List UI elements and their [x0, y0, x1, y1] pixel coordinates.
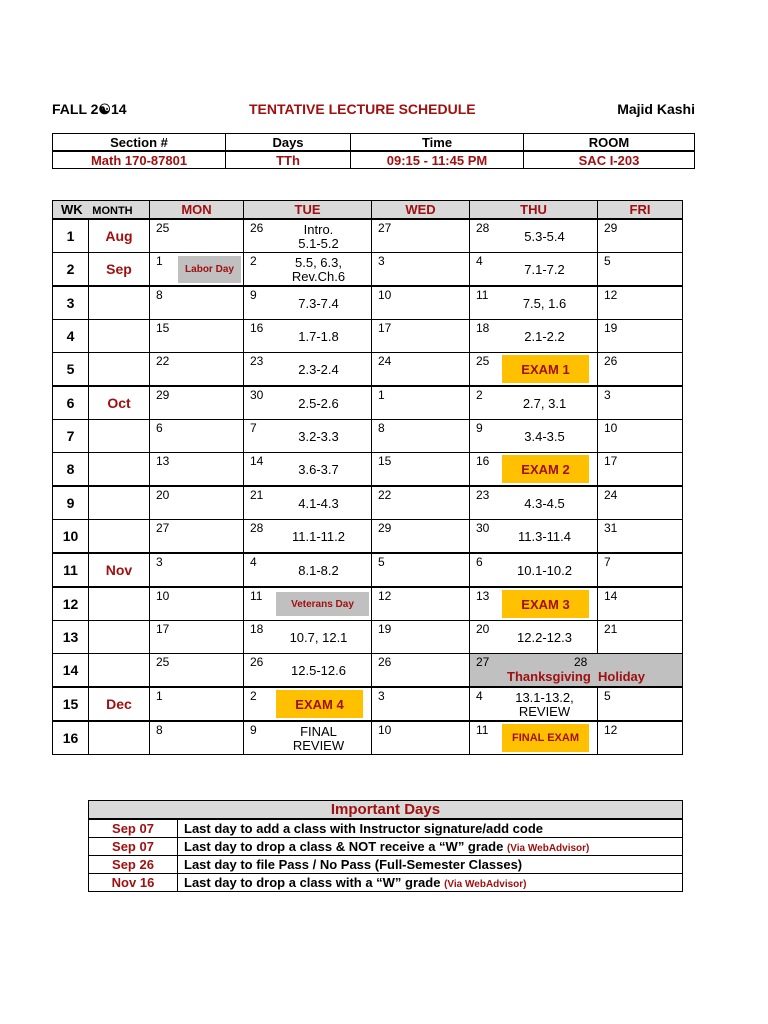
mon-cell [150, 486, 244, 520]
week-row [53, 353, 683, 387]
week-number: 13 [53, 621, 89, 654]
thu-cell [470, 553, 598, 587]
fri-cell [598, 453, 683, 487]
fri-cell [598, 219, 683, 253]
day-number: 10 [604, 421, 618, 435]
exam-badge: EXAM 2 [502, 455, 589, 483]
day-number: 27 [156, 521, 170, 535]
day-number: 16 [476, 454, 490, 468]
section-value: Math 170-87801 [53, 151, 226, 169]
thu-cell [470, 353, 598, 387]
tue-cell [244, 654, 372, 688]
fri-cell [598, 420, 683, 453]
week-number: 8 [53, 453, 89, 487]
day-number: 26 [604, 354, 618, 368]
day-number: 31 [604, 521, 618, 535]
day-number: 5 [378, 555, 385, 569]
day-number: 21 [604, 622, 618, 636]
day-number: 1 [156, 689, 163, 703]
exam-badge: EXAM 1 [502, 355, 589, 383]
lecture-topic: 4.3-4.5 [524, 496, 565, 511]
month-label [89, 420, 150, 453]
lecture-topic: 3.6-3.7 [298, 462, 339, 477]
mon-cell [150, 253, 244, 287]
day-number: 26 [250, 221, 264, 235]
day-number: 9 [250, 288, 257, 302]
term-label: FALL 2☯14 [52, 101, 127, 117]
week-number: 15 [53, 687, 89, 721]
fri-cell [598, 320, 683, 353]
day-number: 29 [156, 388, 170, 402]
day-number: 20 [156, 488, 170, 502]
day-number: 29 [378, 521, 392, 535]
fri-cell [598, 621, 683, 654]
lecture-topic: 7.3-7.4 [298, 296, 339, 311]
wed-cell [372, 286, 470, 320]
schedule-title: TENTATIVE LECTURE SCHEDULE [249, 101, 476, 117]
fri-cell [598, 386, 683, 420]
day-number: 21 [250, 488, 264, 502]
fri-header: FRI [598, 201, 683, 220]
lecture-topic: 7.1-7.2 [524, 262, 565, 277]
tue-cell [244, 286, 372, 320]
month-label [89, 520, 150, 554]
week-number: 1 [53, 219, 89, 253]
thu-cell [470, 219, 598, 253]
important-date: Sep 26 [89, 856, 178, 874]
tue-cell [244, 520, 372, 554]
day-number: 10 [378, 288, 392, 302]
lecture-topic: 11.1-11.2 [291, 529, 345, 544]
fri-cell [598, 553, 683, 587]
day-number: 22 [156, 354, 170, 368]
mon-cell [150, 587, 244, 621]
month-label: Dec [89, 687, 150, 721]
week-number: 16 [53, 721, 89, 755]
fri-cell [598, 520, 683, 554]
day-number: 12 [378, 589, 392, 603]
wed-cell [372, 420, 470, 453]
wed-cell [372, 654, 470, 688]
week-row [53, 386, 683, 420]
lecture-topic: 10.7, 12.1 [289, 630, 348, 645]
section-header-row [53, 134, 695, 152]
fri-cell [598, 721, 683, 755]
month-label [89, 353, 150, 387]
important-desc: Last day to file Pass / No Pass (Full-Semester Classes) [184, 857, 523, 872]
time-value: 09:15 - 11:45 PM [351, 151, 524, 169]
day-number: 17 [156, 622, 170, 636]
week-row [53, 253, 683, 287]
tue-cell [244, 621, 372, 654]
tue-cell [244, 386, 372, 420]
month-label [89, 621, 150, 654]
day-number: 22 [378, 488, 392, 502]
month-header: MONTH [92, 205, 133, 217]
holiday-badge: Labor Day [178, 256, 241, 283]
day-number: 10 [378, 723, 392, 737]
week-row [53, 420, 683, 453]
day-number: 19 [604, 321, 618, 335]
day-number: 11 [476, 723, 489, 737]
week-row [53, 520, 683, 554]
month-label [89, 654, 150, 688]
lecture-topic: 12.2-12.3 [517, 630, 572, 645]
important-date: Sep 07 [89, 838, 178, 856]
week-row [53, 320, 683, 353]
day-number: 29 [604, 221, 618, 235]
day-number: 24 [378, 354, 392, 368]
day-number: 2 [476, 388, 483, 402]
day-number: 18 [250, 622, 264, 636]
day-number: 16 [250, 321, 264, 335]
fri-cell [598, 687, 683, 721]
mon-cell [150, 621, 244, 654]
fri-cell [598, 486, 683, 520]
important-day-row [89, 856, 683, 874]
day-number: 27 [476, 655, 490, 669]
mon-cell [150, 654, 244, 688]
month-label: Aug [89, 219, 150, 253]
week-number: 11 [53, 553, 89, 587]
wed-cell [372, 687, 470, 721]
wed-cell [372, 486, 470, 520]
month-label [89, 486, 150, 520]
thu-cell [470, 453, 598, 487]
day-number: 13 [476, 589, 490, 603]
day-number: 9 [250, 723, 257, 737]
week-number: 6 [53, 386, 89, 420]
lecture-topic: 5.3-5.4 [524, 229, 565, 244]
lecture-topic: 2.3-2.4 [298, 362, 339, 377]
day-number: 8 [378, 421, 385, 435]
day-number: 1 [156, 254, 163, 268]
tue-cell [244, 453, 372, 487]
wed-cell [372, 453, 470, 487]
day-number: 3 [156, 555, 163, 569]
tue-cell [244, 687, 372, 721]
day-number: 1 [378, 388, 385, 402]
week-number: 9 [53, 486, 89, 520]
week-row [53, 219, 683, 253]
day-number: 20 [476, 622, 490, 636]
thu-cell [470, 253, 598, 287]
day-number: 2 [250, 689, 257, 703]
day-number: 13 [156, 454, 170, 468]
lecture-topic: 3.4-3.5 [524, 429, 565, 444]
day-number: 2 [250, 254, 257, 268]
exam-badge: EXAM 3 [502, 590, 589, 618]
wed-cell [372, 353, 470, 387]
day-number: 11 [250, 589, 263, 603]
week-number: 7 [53, 420, 89, 453]
mon-cell [150, 520, 244, 554]
tue-cell [244, 553, 372, 587]
wed-cell [372, 721, 470, 755]
day-number: 25 [156, 221, 170, 235]
day-number: 6 [156, 421, 163, 435]
thu-cell [470, 687, 598, 721]
thu-cell [470, 587, 598, 621]
week-number: 4 [53, 320, 89, 353]
lecture-topic: 8.1-8.2 [298, 563, 339, 578]
days-header: Days [226, 134, 351, 152]
thu-header: THU [470, 201, 598, 220]
wed-cell [372, 386, 470, 420]
mon-cell [150, 386, 244, 420]
fri-cell [598, 587, 683, 621]
wed-cell [372, 320, 470, 353]
lecture-topic: 13.1-13.2, REVIEW [515, 690, 574, 719]
mon-cell [150, 320, 244, 353]
lecture-topic: 2.7, 3.1 [522, 396, 567, 411]
week-number: 3 [53, 286, 89, 320]
thu-cell [470, 520, 598, 554]
tue-cell [244, 721, 372, 755]
wed-cell [372, 520, 470, 554]
lecture-topic: 2.1-2.2 [524, 329, 565, 344]
days-value: TTh [226, 151, 351, 169]
week-row [53, 553, 683, 587]
week-row [53, 654, 683, 688]
important-desc-cell [178, 838, 683, 856]
tue-cell [244, 420, 372, 453]
week-row [53, 687, 683, 721]
important-days-title: Important Days [89, 801, 683, 820]
day-number: 24 [604, 488, 618, 502]
important-day-row [89, 838, 683, 856]
week-number: 14 [53, 654, 89, 688]
day-number: 12 [604, 288, 618, 302]
day-number: 17 [378, 321, 392, 335]
day-number: 28 [476, 221, 490, 235]
lecture-topic: 1.7-1.8 [298, 329, 339, 344]
week-number: 10 [53, 520, 89, 554]
day-number: 30 [476, 521, 490, 535]
lecture-topic: 2.5-2.6 [298, 396, 339, 411]
month-label [89, 721, 150, 755]
holiday-label: Thanksgiving Holiday [507, 669, 645, 684]
day-number: 23 [476, 488, 490, 502]
lecture-topic: 12.5-12.6 [291, 663, 346, 678]
day-number: 9 [476, 421, 483, 435]
important-date: Sep 07 [89, 819, 178, 838]
exam-badge: EXAM 4 [276, 690, 363, 718]
wed-cell [372, 621, 470, 654]
important-day-row [89, 874, 683, 892]
instructor-name: Majid Kashi [617, 101, 695, 117]
day-number: 4 [476, 689, 483, 703]
week-row [53, 286, 683, 320]
tue-cell [244, 219, 372, 253]
calendar-header-row [53, 201, 683, 220]
lecture-topic: 3.2-3.3 [298, 429, 339, 444]
day-number: 18 [476, 321, 490, 335]
tue-cell [244, 353, 372, 387]
week-row [53, 587, 683, 621]
lecture-topic: Intro. 5.1-5.2 [298, 222, 339, 251]
day-number: 7 [604, 555, 611, 569]
thu-cell [470, 420, 598, 453]
wed-header: WED [372, 201, 470, 220]
day-number: 3 [604, 388, 611, 402]
important-desc-cell [178, 856, 683, 874]
month-label [89, 320, 150, 353]
week-number: 2 [53, 253, 89, 287]
mon-cell [150, 553, 244, 587]
important-desc: Last day to add a class with Instructor signature/add code [184, 821, 544, 836]
tue-header: TUE [244, 201, 372, 220]
week-number: 12 [53, 587, 89, 621]
thu-cell [470, 320, 598, 353]
week-row [53, 453, 683, 487]
day-number: 4 [476, 254, 483, 268]
lecture-topic: 5.5, 6.3, Rev.Ch.6 [291, 255, 346, 284]
room-header: ROOM [524, 134, 695, 152]
wk-month-header [53, 201, 150, 220]
day-number: 26 [378, 655, 392, 669]
lecture-topic: 7.5, 1.6 [522, 296, 567, 311]
month-label: Nov [89, 553, 150, 587]
fri-cell [598, 253, 683, 287]
mon-header: MON [150, 201, 244, 220]
day-number: 7 [250, 421, 257, 435]
lecture-topic: FINAL REVIEW [292, 724, 345, 753]
day-number: 8 [156, 723, 163, 737]
month-label [89, 453, 150, 487]
day-number: 25 [476, 354, 490, 368]
week-number: 5 [53, 353, 89, 387]
important-desc-cell [178, 819, 683, 838]
mon-cell [150, 286, 244, 320]
section-value-row [53, 151, 695, 169]
mon-cell [150, 721, 244, 755]
via-webadvisor-note: (Via WebAdvisor) [444, 879, 527, 890]
day-number: 19 [378, 622, 392, 636]
day-number: 5 [604, 254, 611, 268]
day-number: 6 [476, 555, 483, 569]
holiday-badge: Veterans Day [276, 592, 369, 616]
day-number: 11 [476, 288, 489, 302]
day-number: 17 [604, 454, 618, 468]
day-number: 28 [574, 655, 588, 669]
tue-cell [244, 587, 372, 621]
holiday-cell [470, 654, 683, 688]
day-number: 25 [156, 655, 170, 669]
day-number: 5 [604, 689, 611, 703]
week-row [53, 486, 683, 520]
day-number: 23 [250, 354, 264, 368]
mon-cell [150, 687, 244, 721]
lecture-topic: 4.1-4.3 [298, 496, 339, 511]
section-header: Section # [53, 134, 226, 152]
important-desc-cell [178, 874, 683, 892]
mon-cell [150, 453, 244, 487]
day-number: 10 [156, 589, 170, 603]
day-number: 14 [604, 589, 618, 603]
exam-badge: FINAL EXAM [502, 724, 589, 752]
day-number: 27 [378, 221, 392, 235]
wed-cell [372, 253, 470, 287]
wed-cell [372, 219, 470, 253]
lecture-topic: 10.1-10.2 [517, 563, 572, 578]
thu-cell [470, 386, 598, 420]
time-header: Time [351, 134, 524, 152]
week-row [53, 721, 683, 755]
tue-cell [244, 486, 372, 520]
mon-cell [150, 353, 244, 387]
week-row [53, 621, 683, 654]
calendar-table [52, 200, 683, 755]
tue-cell [244, 253, 372, 287]
day-number: 12 [604, 723, 618, 737]
room-value: SAC I-203 [524, 151, 695, 169]
day-number: 8 [156, 288, 163, 302]
via-webadvisor-note: (Via WebAdvisor) [506, 843, 590, 854]
day-number: 30 [250, 388, 264, 402]
thu-cell [470, 621, 598, 654]
important-desc: Last day to drop a class with a “W” grade [184, 875, 441, 890]
thu-cell [470, 721, 598, 755]
mon-cell [150, 219, 244, 253]
month-label: Sep [89, 253, 150, 287]
day-number: 26 [250, 655, 264, 669]
day-number: 4 [250, 555, 257, 569]
month-label: Oct [89, 386, 150, 420]
section-table [52, 133, 695, 169]
important-date: Nov 16 [89, 874, 178, 892]
fri-cell [598, 353, 683, 387]
month-label [89, 587, 150, 621]
thu-cell [470, 286, 598, 320]
wed-cell [372, 553, 470, 587]
day-number: 3 [378, 254, 385, 268]
day-number: 28 [250, 521, 264, 535]
day-number: 15 [156, 321, 170, 335]
thu-cell [470, 486, 598, 520]
important-day-row [89, 819, 683, 838]
wk-header: WK [61, 202, 83, 217]
wed-cell [372, 587, 470, 621]
tue-cell [244, 320, 372, 353]
lecture-topic: 11.3-11.4 [517, 529, 571, 544]
day-number: 14 [250, 454, 264, 468]
day-number: 15 [378, 454, 392, 468]
month-label [89, 286, 150, 320]
important-desc: Last day to drop a class & NOT receive a “W” grade [184, 839, 504, 854]
mon-cell [150, 420, 244, 453]
fri-cell [598, 286, 683, 320]
day-number: 3 [378, 689, 385, 703]
important-days-table [88, 800, 683, 892]
